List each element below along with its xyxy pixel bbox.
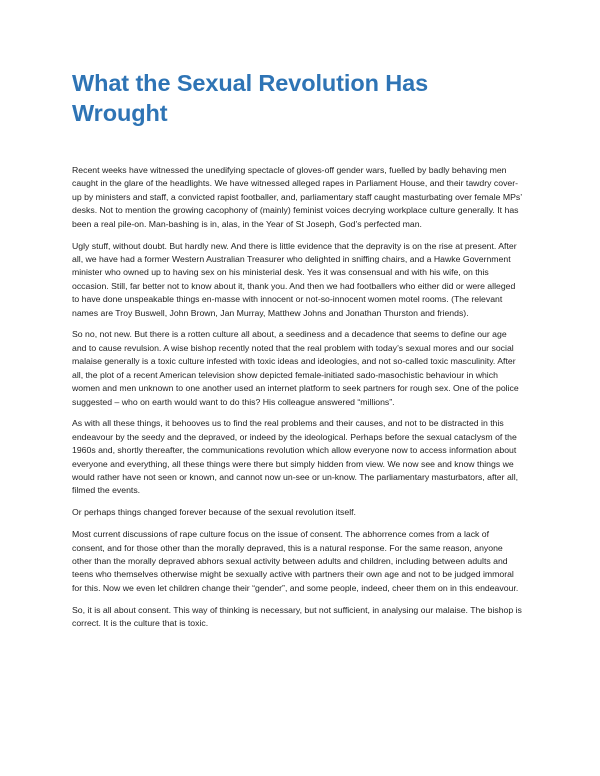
paragraph-6: Most current discussions of rape culture focus on the issue of consent. The abhorrence comes from a lack of consent, and for those other than the morally depraved, this is a natural response. For the same reason, anyone other than the morally depraved abhors sexual activity between adults and children, including between adults and teens who themselves otherwise might be sexually active with partners their own age and not to be judged immoral for this. Now we even let children change their “gender”, and some people, indeed, cheer them on in this endeavour.: [72, 529, 519, 593]
paragraph-5: Or perhaps things changed forever because of the sexual revolution itself.: [72, 507, 356, 518]
paragraph-3: So no, not new. But there is a rotten culture all about, a seediness and a decadence that seems to define our age and to cause revulsion. A wise bishop recently noted that the real problem with today’s sexual mores and our social malaise generally is a toxic culture infested with toxic ideas and ideologies, and not so-called toxic masculinity. After all, the plot of a recent American television show depicted female-initiated sado-masochistic behaviour in which women and men unknown to one another used an internet platform to seek partners for rough sex. One of the police suggested – who on earth would want to do this? His colleague answered “millions”.: [72, 329, 519, 407]
paragraph-2: Ugly stuff, without doubt. But hardly new. And there is little evidence that the depravity is on the rise at present. After all, we have had a former Western Australian Treasurer who delighted in sniffing chairs, and a Hawke Government minister who owned up to having sex on his ministerial desk. Yes it was consensual and with his wife, on this occasion. Still, far better not to know about it, thank you. And then we had footballers who either did or were alleged to have done unspeakable things en-masse with innocent or not-so-innocent women motel rooms. (The relevant names are Troy Buswell, John Brown, Jan Murray, Matthew Johns and Jonathan Thurston and friends).: [72, 240, 517, 318]
document-body: [72, 164, 522, 631]
document-title: What the Sexual Revolution Has Wrought: [72, 70, 429, 126]
paragraph-4: As with all these things, it behooves us to find the real problems and their causes, and not to be distracted in this endeavour by the seedy and the depraved, or indeed by the ideological. Perhaps before the sexual cataclysm of the 1960s and, shortly thereafter, the communications revolution which allow everyone now to access information about everyone and everything, all these things were there but simply hidden from view. We now see and know things we would rather have not seen or known, and cannot now un-see or un-know. The parliamentary masturbators, after all, filmed the events.: [72, 418, 519, 496]
paragraph-1: Recent weeks have witnessed the unedifying spectacle of gloves-off gender wars, fuelled by badly behaving men caught in the glare of the headlights. We have witnessed alleged rapes in Parliament House, and their tawdry cover-up by ministers and staff, a convicted rapist footballer, and, parliamentary staff caught masturbating over female MPs’ desks. Not to mention the growing cacophony of (mainly) feminist voices decrying workplace culture generally. It has been a real pile-on. Man-bashing is in, alas, in the Year of St Joseph, God’s perfected man.: [72, 165, 522, 229]
paragraph-7: So, it is all about consent. This way of thinking is necessary, but not sufficient, in analysing our malaise. The bishop is correct. It is the culture that is toxic.: [72, 604, 522, 629]
